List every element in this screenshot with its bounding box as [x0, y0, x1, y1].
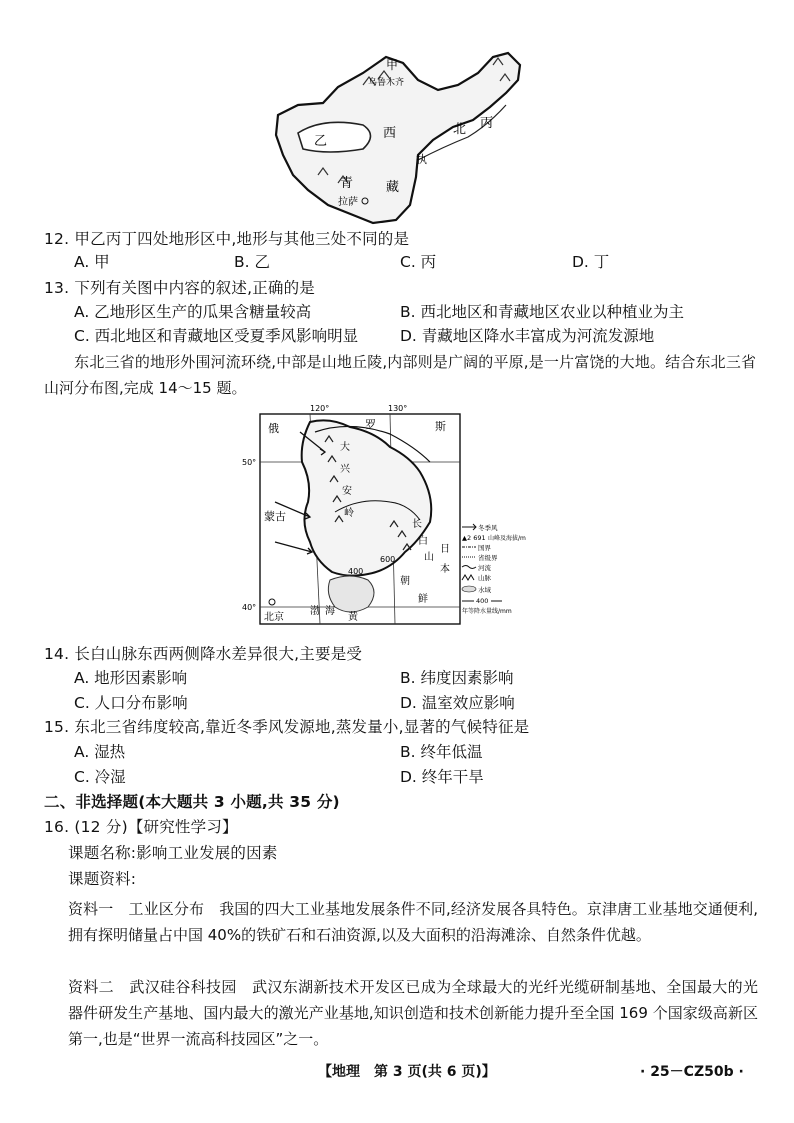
footer-page-info: 【地理 第 3 页(共 6 页)】 — [318, 1064, 496, 1080]
map1-label-zang: 藏 — [386, 180, 400, 195]
legend-mountain: 山脉 — [478, 574, 491, 582]
map2-beijing: 北京 — [264, 612, 284, 623]
q12-option-a[interactable]: A. 甲 — [74, 253, 110, 271]
q14-stem: 14. 长白山脉东西两侧降水差异很大,主要是受 — [44, 645, 363, 663]
map2-isoline-600: 600 — [380, 555, 396, 564]
map2-eluosi-luo: 罗 — [365, 418, 376, 431]
lat-label-40: 40° — [242, 603, 257, 612]
map2-legend — [462, 523, 526, 615]
intro-text: 东北三省的地形外围河流环绕,中部是山地丘陵,内部则是广阔的平原,是一片富饶的大地。结合东北三省山河分布图,完成 14～15 题。 — [44, 353, 756, 397]
map1-label-bei: 北 — [453, 122, 467, 137]
map1-label-qing: 青 — [340, 176, 354, 191]
m1-title: 资料一 工业区分布 — [68, 900, 205, 918]
q14-option-c[interactable]: C. 人口分布影响 — [74, 694, 188, 712]
map2-xian: 鲜 — [418, 594, 428, 605]
lat-label-50: 50° — [242, 458, 257, 467]
northeast-china-map — [240, 402, 530, 630]
section2-title: 二、非选择题(本大题共 3 小题,共 35 分) — [44, 793, 340, 811]
intro-paragraph — [44, 349, 756, 401]
m1-text: 我国的四大工业基地发展条件不同,经济发展各具特色。京津唐工业基地交通便利,拥有探明储量占中国 40%的铁矿石和石油资源,以及大面积的沿海滩涂、自然条件优越。 — [68, 900, 758, 944]
map2-huang: 黄 — [348, 612, 358, 623]
q16-material-2 — [68, 974, 758, 1052]
sea-area — [328, 576, 374, 612]
legend-isoline-value: 400 — [476, 597, 489, 605]
map2-eluosi-e: 俄 — [268, 422, 279, 435]
q15-option-a[interactable]: A. 湿热 — [74, 743, 126, 761]
m2-title: 资料二 武汉硅谷科技园 — [68, 978, 237, 996]
q13-stem: 13. 下列有关图中内容的叙述,正确的是 — [44, 279, 316, 297]
map2-chao: 朝 — [400, 576, 410, 587]
map2-xing: 兴 — [340, 464, 350, 475]
q13-option-a[interactable]: A. 乙地形区生产的瓜果含糖量较高 — [74, 303, 312, 321]
map2-shan: 山 — [424, 552, 434, 563]
q16-material-label: 课题资料: — [68, 870, 137, 888]
q14-option-a[interactable]: A. 地形因素影响 — [74, 669, 188, 687]
q16-topic: 课题名称:影响工业发展的因素 — [68, 844, 278, 862]
map2-ri: 日 — [440, 544, 450, 555]
q13-option-c[interactable]: C. 西北地区和青藏地区受夏季风影响明显 — [74, 327, 359, 345]
map1-label-bing: 丙 — [480, 116, 494, 131]
m2-text: 武汉东湖新技术开发区已成为全球最大的光纤光缆研制基地、全国最大的光器件研发生产基地、国内最大的激光产业基地,知识创造和技术创新能力提升至全国 169 个国家级高新区第一,也是“世界一流高科技园区”之一。 — [68, 978, 758, 1048]
q14-option-b[interactable]: B. 纬度因素影响 — [400, 669, 514, 687]
legend-winter-wind: 冬季风 — [478, 524, 498, 532]
footer-code: · 25－CZ50b · — [640, 1064, 744, 1080]
lon-label-120: 120° — [310, 404, 330, 413]
legend-water: 水域 — [478, 586, 491, 594]
map2-chang: 长 — [412, 519, 422, 530]
basin-outline — [298, 122, 371, 152]
map1-label-jia: 甲 — [386, 58, 399, 72]
map1-label-lasa: 拉萨 — [338, 197, 358, 208]
map2-bo: 渤 — [310, 606, 320, 617]
q16-material-1 — [68, 896, 758, 948]
legend-peak-symbol: ▲2 691 — [462, 534, 486, 542]
legend-peak: 山峰及海拔/m — [488, 535, 526, 542]
map2-ling: 岭 — [344, 508, 354, 519]
legend-national-border: 国界 — [478, 544, 491, 552]
map2-bai: 白 — [418, 536, 428, 547]
legend-river: 河流 — [478, 564, 491, 572]
map1-label-wulumuqi: 乌鲁木齐 — [368, 78, 405, 88]
q12-option-c[interactable]: C. 丙 — [400, 253, 437, 271]
legend-isoline: 年等降水量线/mm — [462, 608, 512, 615]
map2-ben: 本 — [440, 564, 450, 575]
northwest-tibet-map — [268, 45, 528, 230]
q12-option-d[interactable]: D. 丁 — [572, 253, 610, 271]
q15-option-b[interactable]: B. 终年低温 — [400, 743, 483, 761]
legend-provincial-border: 省级界 — [478, 554, 498, 562]
lon-label-130: 130° — [388, 404, 408, 413]
map2-hai: 海 — [325, 606, 335, 617]
q15-stem: 15. 东北三省纬度较高,靠近冬季风发源地,蒸发量小,显著的气候特征是 — [44, 718, 530, 736]
map1-label-hui: 执 — [416, 153, 427, 166]
q13-option-b[interactable]: B. 西北地区和青藏地区农业以种植业为主 — [400, 303, 684, 321]
q13-option-d[interactable]: D. 青藏地区降水丰富成为河流发源地 — [400, 327, 655, 345]
q16-head: 16. (12 分)【研究性学习】 — [44, 818, 238, 836]
map2-eluosi-si: 斯 — [435, 420, 446, 433]
q12-stem: 12. 甲乙丙丁四处地形区中,地形与其他三处不同的是 — [44, 230, 410, 248]
map1-label-xi: 西 — [383, 126, 397, 141]
map2-an: 安 — [342, 486, 352, 497]
q14-option-d[interactable]: D. 温室效应影响 — [400, 694, 515, 712]
q15-option-d[interactable]: D. 终年干旱 — [400, 768, 484, 786]
q15-option-c[interactable]: C. 冷湿 — [74, 768, 126, 786]
map2-isoline-400: 400 — [348, 567, 364, 576]
map1-label-yi: 乙 — [314, 134, 328, 149]
map2-menggu: 蒙古 — [264, 510, 286, 523]
map2-da: 大 — [340, 442, 350, 453]
q12-option-b[interactable]: B. 乙 — [234, 253, 270, 271]
